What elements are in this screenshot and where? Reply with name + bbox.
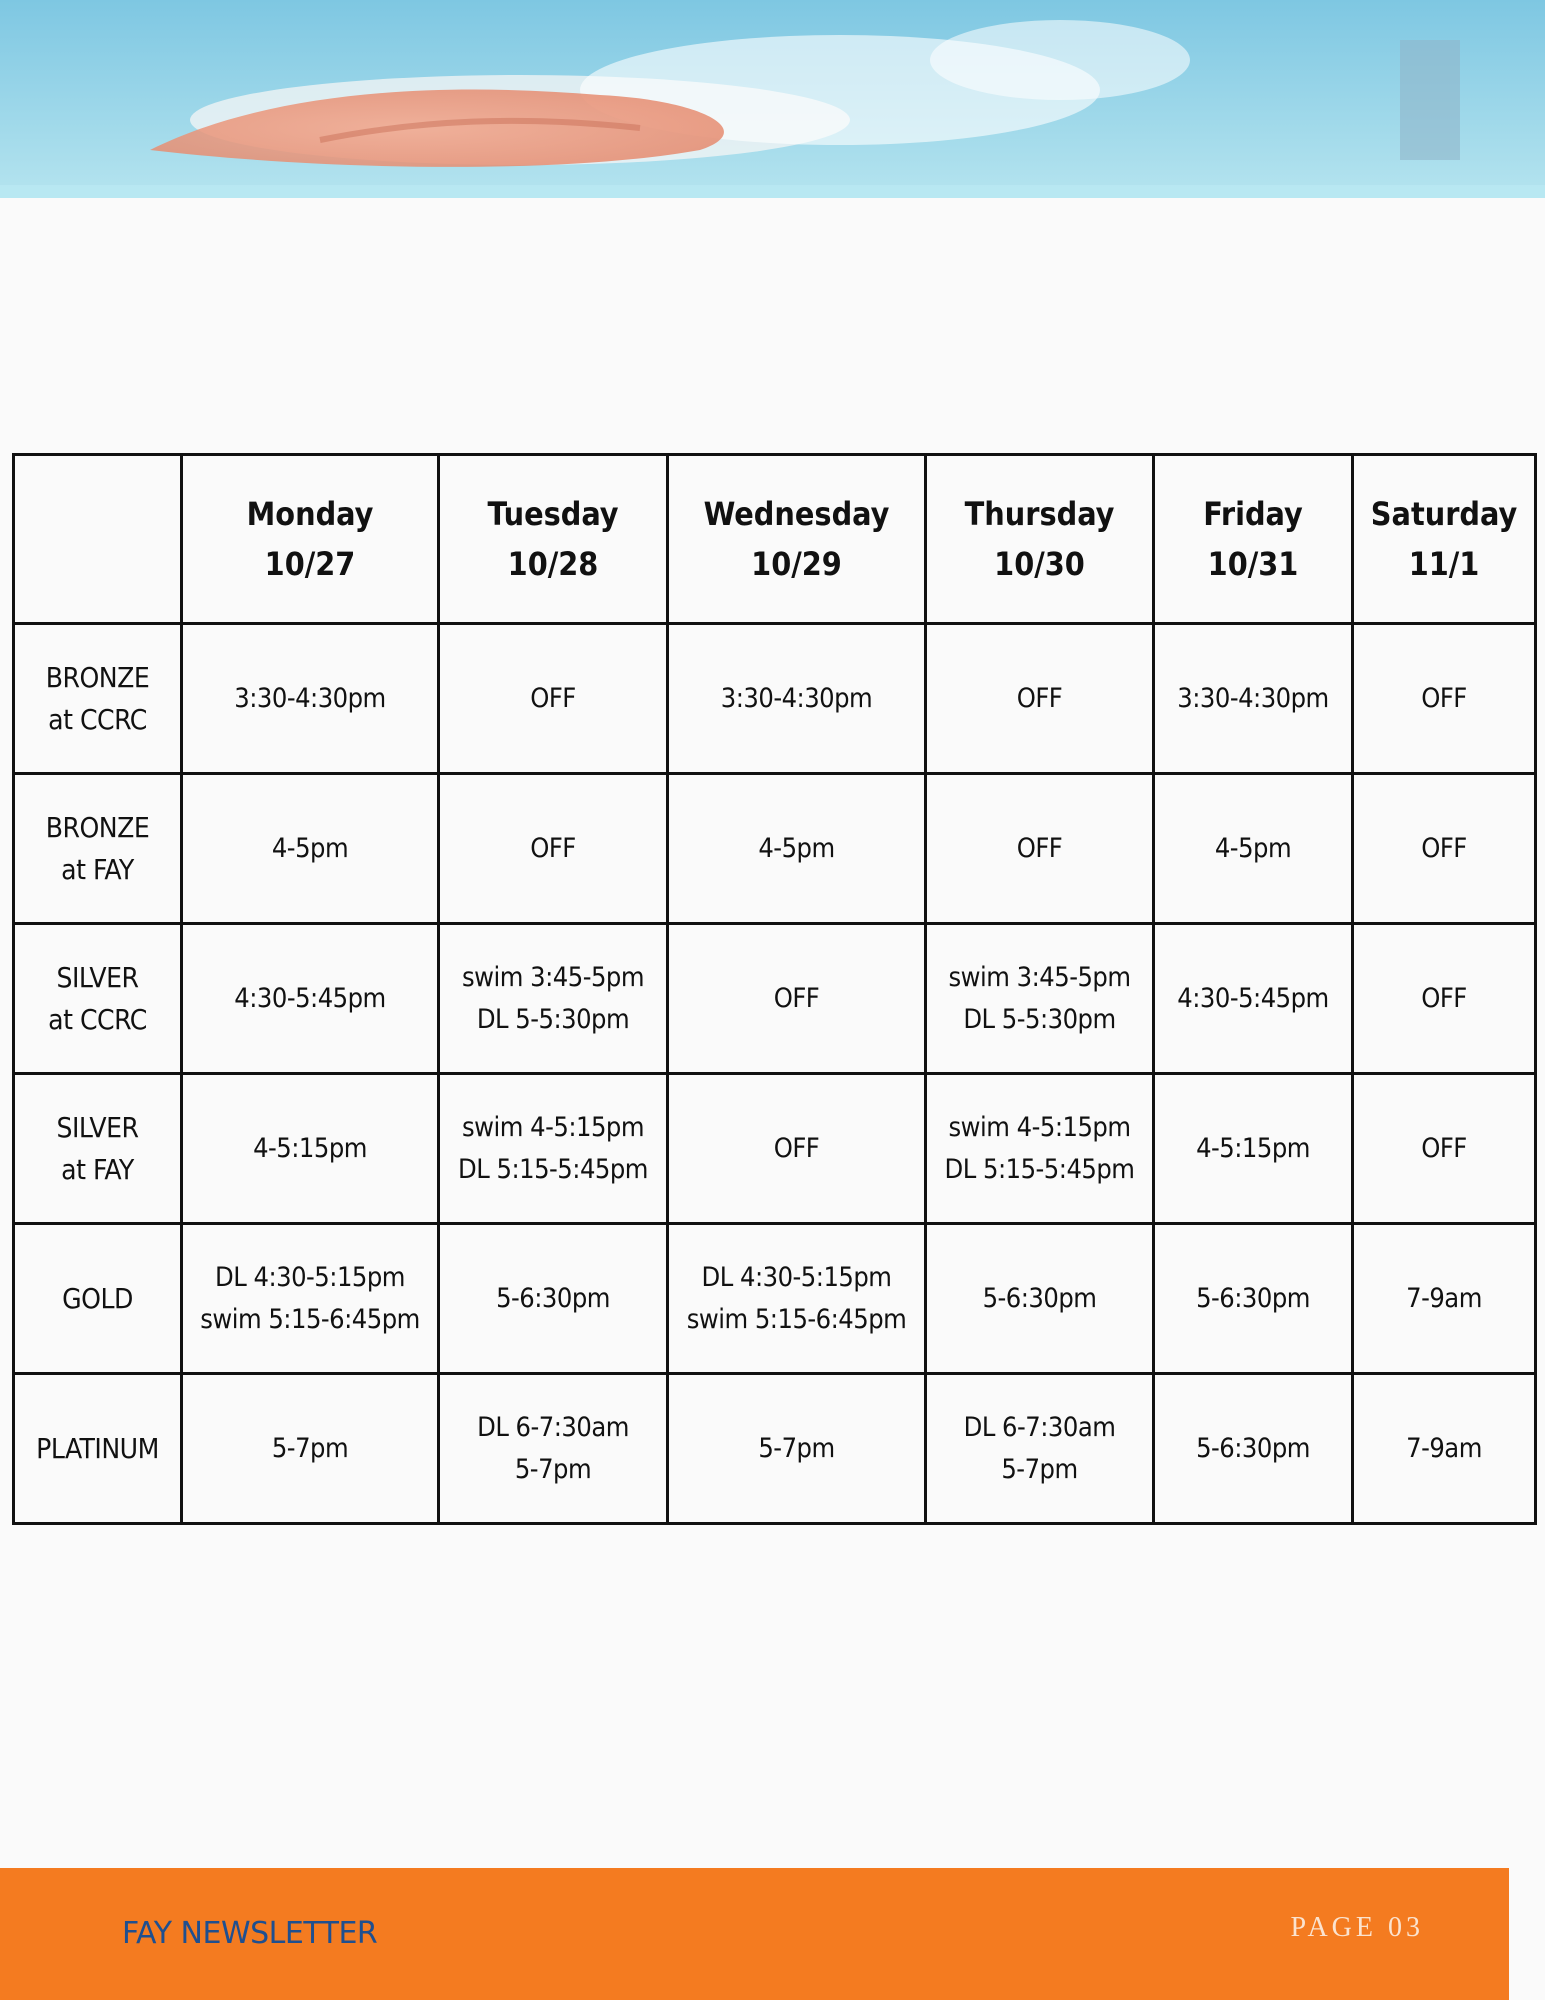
group-label-line: at CCRC	[48, 1002, 147, 1036]
time-slot: OFF	[1421, 982, 1467, 1014]
schedule-cell	[182, 1224, 439, 1374]
schedule-cell	[668, 624, 926, 774]
time-slot: OFF	[530, 682, 576, 714]
schedule-cell	[439, 1074, 668, 1224]
time-slot: 5-6:30pm	[1196, 1432, 1310, 1464]
time-slot: OFF	[773, 1132, 820, 1164]
time-slot: 3:30-4:30pm	[234, 682, 386, 714]
schedule-cell	[439, 624, 668, 774]
group-label-line: BRONZE	[45, 810, 150, 844]
day-name: Thursday	[964, 495, 1115, 533]
page-number: PAGE 03	[1290, 1912, 1424, 1943]
time-slot: DL 5:15-5:45pm	[458, 1153, 648, 1185]
footer-bar	[0, 1868, 1509, 2000]
schedule-cell	[182, 1074, 439, 1224]
schedule-cell	[668, 774, 926, 924]
schedule-cell	[926, 924, 1154, 1074]
day-name: Tuesday	[487, 495, 619, 533]
group-label	[14, 624, 182, 774]
time-slot: 4:30-5:45pm	[234, 982, 386, 1014]
practice-schedule-table	[12, 453, 1537, 1525]
time-slot: 4-5pm	[1214, 832, 1292, 864]
schedule-cell	[668, 1074, 926, 1224]
table-row	[14, 1224, 1536, 1374]
day-date: 10/28	[507, 545, 599, 583]
day-header	[439, 455, 668, 624]
schedule-cell	[439, 1374, 668, 1524]
day-date: 10/29	[751, 545, 842, 583]
time-slot: swim 4-5:15pm	[462, 1111, 644, 1143]
schedule-cell	[182, 1374, 439, 1524]
day-header	[182, 455, 439, 624]
corner-cell	[14, 455, 182, 624]
time-slot: 7-9am	[1406, 1282, 1482, 1314]
day-header	[926, 455, 1154, 624]
time-slot: DL 5-5:30pm	[963, 1003, 1116, 1035]
group-label-line: BRONZE	[45, 660, 150, 694]
group-label-line: at FAY	[61, 852, 134, 886]
schedule-cell	[1353, 924, 1536, 1074]
group-label	[14, 1074, 182, 1224]
table-row	[14, 774, 1536, 924]
time-slot: 5-7pm	[1001, 1453, 1078, 1485]
schedule-cell	[439, 1224, 668, 1374]
time-slot: OFF	[1016, 682, 1063, 714]
schedule-cell	[1353, 1224, 1536, 1374]
time-slot: 4-5:15pm	[1196, 1132, 1310, 1164]
table-row	[14, 624, 1536, 774]
time-slot: 5-7pm	[271, 1432, 349, 1464]
group-label-line: GOLD	[62, 1281, 133, 1315]
group-label-line: SILVER	[56, 1110, 139, 1144]
table-row	[14, 924, 1536, 1074]
schedule-cell	[182, 924, 439, 1074]
schedule-cell	[439, 774, 668, 924]
group-label-line: at CCRC	[48, 702, 147, 736]
header-photo	[0, 0, 1545, 198]
schedule-cell	[439, 924, 668, 1074]
group-label	[14, 924, 182, 1074]
time-slot: 5-6:30pm	[1196, 1282, 1310, 1314]
time-slot: 3:30-4:30pm	[1177, 682, 1329, 714]
time-slot: swim 3:45-5pm	[948, 961, 1131, 993]
day-name: Friday	[1203, 495, 1303, 533]
schedule-cell	[1154, 1074, 1353, 1224]
schedule-cell	[668, 924, 926, 1074]
schedule-cell	[1353, 774, 1536, 924]
time-slot: DL 4:30-5:15pm	[215, 1261, 405, 1293]
time-slot: 4:30-5:45pm	[1177, 982, 1329, 1014]
time-slot: swim 5:15-6:45pm	[686, 1303, 907, 1335]
time-slot: 4-5:15pm	[253, 1132, 367, 1164]
newsletter-title: FAY NEWSLETTER	[122, 1916, 378, 1951]
schedule-cell	[1154, 1374, 1353, 1524]
group-label-line: PLATINUM	[36, 1431, 159, 1465]
time-slot: DL 6-7:30am	[963, 1411, 1116, 1443]
schedule-cell	[1353, 1074, 1536, 1224]
schedule-cell	[1154, 924, 1353, 1074]
time-slot: swim 5:15-6:45pm	[200, 1303, 420, 1335]
schedule-cell	[668, 1224, 926, 1374]
table-row	[14, 1374, 1536, 1524]
time-slot: 5-7pm	[514, 1453, 592, 1485]
time-slot: OFF	[773, 982, 820, 1014]
time-slot: 5-7pm	[758, 1432, 835, 1464]
time-slot: OFF	[1421, 1132, 1467, 1164]
schedule-cell	[1353, 624, 1536, 774]
day-date: 10/31	[1207, 545, 1299, 583]
schedule-body	[14, 624, 1536, 1524]
time-slot: 4-5pm	[271, 832, 349, 864]
group-label-line: at FAY	[61, 1152, 134, 1186]
schedule-cell	[668, 1374, 926, 1524]
time-slot: 4-5pm	[758, 832, 835, 864]
group-label	[14, 1224, 182, 1374]
table-row	[14, 1074, 1536, 1224]
header-row	[14, 455, 1536, 624]
time-slot: 7-9am	[1406, 1432, 1482, 1464]
schedule-cell	[1154, 1224, 1353, 1374]
time-slot: swim 3:45-5pm	[462, 961, 644, 993]
day-header	[1154, 455, 1353, 624]
group-label-line: SILVER	[56, 960, 139, 994]
day-date: 11/1	[1408, 545, 1480, 583]
schedule-cell	[1353, 1374, 1536, 1524]
schedule-cell	[1154, 624, 1353, 774]
group-label	[14, 774, 182, 924]
schedule-cell	[926, 624, 1154, 774]
time-slot: swim 4-5:15pm	[948, 1111, 1131, 1143]
schedule-cell	[182, 774, 439, 924]
day-name: Monday	[246, 495, 374, 533]
group-label	[14, 1374, 182, 1524]
time-slot: DL 4:30-5:15pm	[701, 1261, 892, 1293]
time-slot: OFF	[1421, 682, 1467, 714]
time-slot: DL 5-5:30pm	[476, 1003, 630, 1035]
time-slot: 5-6:30pm	[496, 1282, 610, 1314]
schedule-cell	[926, 1224, 1154, 1374]
day-name: Saturday	[1370, 495, 1518, 533]
swimmer-underwater-photo	[0, 0, 1545, 198]
day-name: Wednesday	[703, 495, 890, 533]
schedule-cell	[926, 1074, 1154, 1224]
day-header	[1353, 455, 1536, 624]
time-slot: DL 6-7:30am	[477, 1411, 629, 1443]
day-date: 10/27	[264, 545, 356, 583]
day-header	[668, 455, 926, 624]
time-slot: OFF	[1016, 832, 1063, 864]
time-slot: 5-6:30pm	[982, 1282, 1097, 1314]
time-slot: OFF	[1421, 832, 1467, 864]
time-slot: 3:30-4:30pm	[720, 682, 873, 714]
schedule-cell	[1154, 774, 1353, 924]
schedule-cell	[182, 624, 439, 774]
time-slot: OFF	[530, 832, 576, 864]
schedule-cell	[926, 1374, 1154, 1524]
time-slot: DL 5:15-5:45pm	[944, 1153, 1135, 1185]
schedule-cell	[926, 774, 1154, 924]
day-date: 10/30	[994, 545, 1085, 583]
